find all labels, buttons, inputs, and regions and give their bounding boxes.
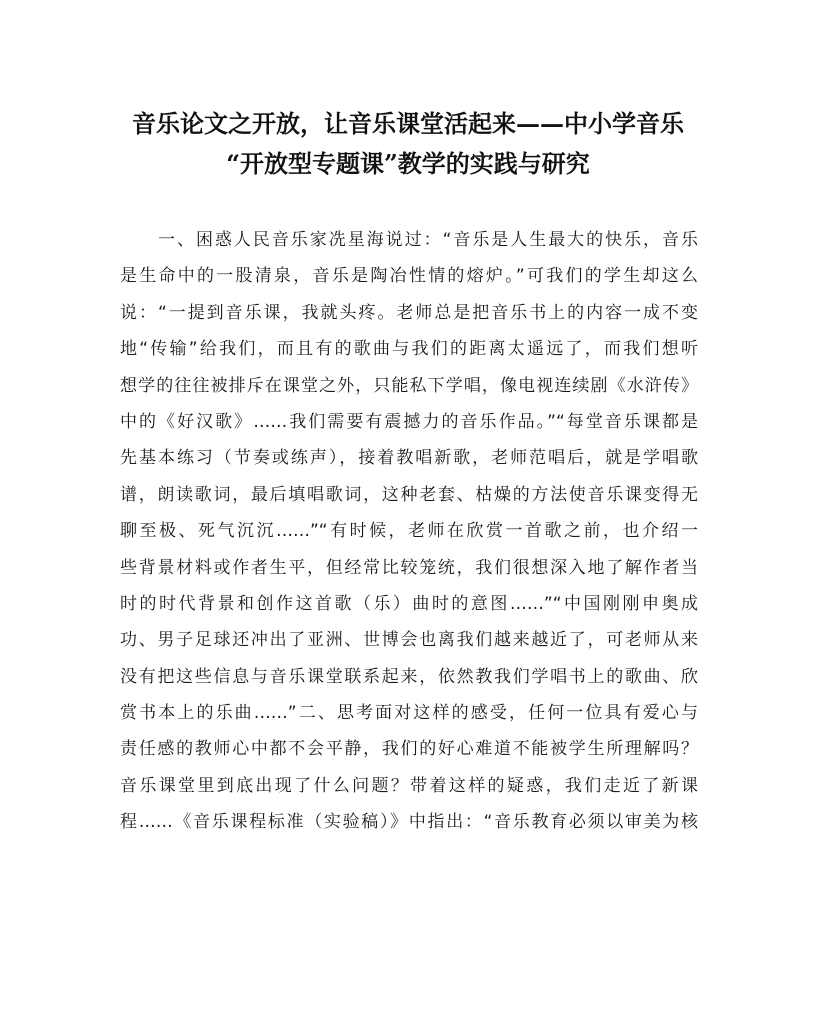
body-line: 想学的往往被排斥在课堂之外，只能私下学唱，像电视连续剧《水浒传》	[120, 375, 698, 396]
body-line: 聊至极、死气沉沉……”“有时候，老师在欣赏一首歌之前，也介绍一	[120, 521, 698, 542]
body-line: 先基本练习（节奏或练声），接着教唱新歌，老师范唱后，就是学唱歌	[120, 448, 698, 469]
title-line-2: “开放型专题课”教学的实践与研究	[226, 149, 590, 178]
body-line: 说：“一提到音乐课，我就头疼。老师总是把音乐书上的内容一成不变	[120, 302, 698, 323]
body-line: 程……《音乐课程标准（实验稿）》中指出：“音乐教育必须以审美为核	[120, 812, 698, 833]
document-body	[120, 222, 698, 841]
body-line: 时的时代背景和创作这首歌（乐）曲时的意图……”“中国刚刚申奥成	[120, 593, 698, 614]
body-line: 音乐课堂里到底出现了什么问题？带着这样的疑惑，我们走近了新课	[120, 775, 698, 796]
body-line: 没有把这些信息与音乐课堂联系起来，依然教我们学唱书上的歌曲、欣	[120, 666, 698, 687]
body-line: 是生命中的一股清泉，音乐是陶冶性情的熔炉。”可我们的学生却这么	[120, 266, 698, 287]
body-line: 些背景材料或作者生平，但经常比较笼统，我们很想深入地了解作者当	[120, 557, 698, 578]
body-line: 一、困惑人民音乐家冼星海说过：“音乐是人生最大的快乐，音乐	[158, 230, 698, 250]
title-line-1: 音乐论文之开放，让音乐课堂活起来——中小学音乐	[132, 109, 684, 138]
body-line: 责任感的教师心中都不会平静，我们的好心难道不能被学生所理解吗？	[120, 739, 698, 760]
body-line: 地“传输”给我们，而且有的歌曲与我们的距离太遥远了，而我们想听	[120, 339, 698, 360]
document-title	[100, 104, 716, 184]
body-line: 中的《好汉歌》……我们需要有震撼力的音乐作品。”“每堂音乐课都是	[120, 411, 698, 432]
body-line: 功、男子足球还冲出了亚洲、世博会也离我们越来越近了，可老师从来	[120, 630, 698, 651]
body-line: 赏书本上的乐曲……”二、思考面对这样的感受，任何一位具有爱心与	[120, 703, 698, 724]
body-line: 谱，朗读歌词，最后填唱歌词，这种老套、枯燥的方法使音乐课变得无	[120, 484, 698, 505]
